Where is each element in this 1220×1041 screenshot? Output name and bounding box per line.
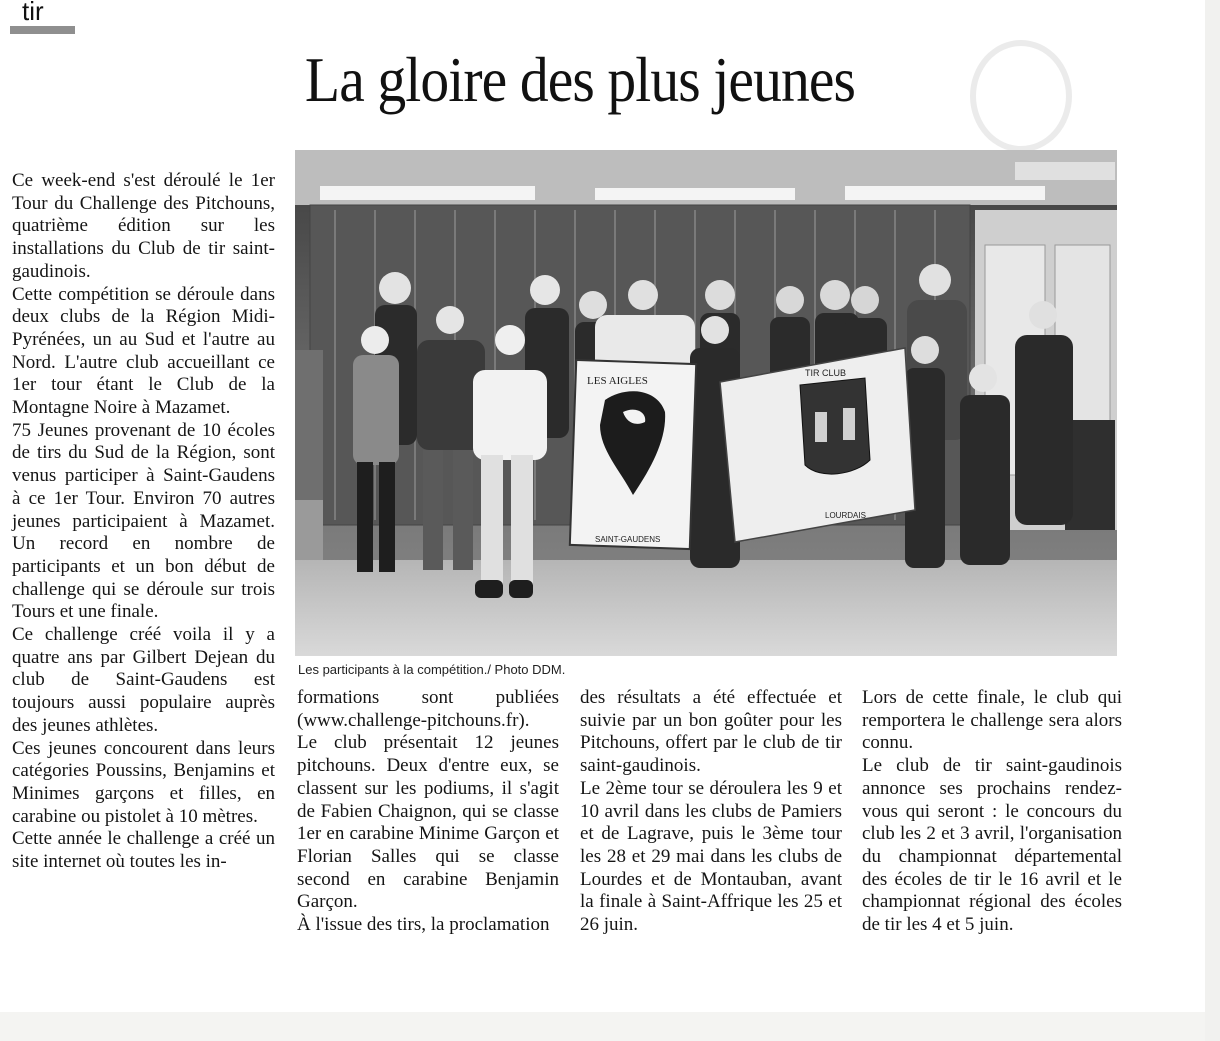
section-rubric bbox=[10, 0, 75, 34]
photo-caption: Les participants à la compétition./ Photo DDM. bbox=[298, 662, 566, 677]
banner-tir-club bbox=[720, 348, 915, 542]
paragraph: Le 2ème tour se déroulera les 9 et 10 avril dans les clubs de Pamiers et de Lagrave, puis le 3ème tour les 28 et 29 mai dans les clubs de Lourdes et de Montauban, avant la finale à Saint-Affrique les 25 et 26 juin. bbox=[580, 777, 842, 936]
photo-illustration bbox=[295, 150, 1117, 656]
banner-left-title: LES AIGLES bbox=[587, 375, 648, 387]
article-column-1 bbox=[12, 170, 275, 874]
paragraph: Cette année le challenge a créé un site internet où toutes les in- bbox=[12, 828, 275, 873]
paragraph: Ce challenge créé voila il y a quatre ans par Gilbert Dejean du club de Saint-Gaudens est toujours aussi populaire auprès des jeunes athlètes. bbox=[12, 624, 275, 736]
paragraph: À l'issue des tirs, la proclamation bbox=[297, 914, 550, 936]
bleed-through-graphic bbox=[930, 30, 1180, 150]
banner-right-footer: LOURDAIS bbox=[825, 511, 866, 520]
paragraph: Lors de cette finale, le club qui remportera le challenge sera alors connu. bbox=[862, 687, 1122, 754]
page-edge bbox=[1205, 0, 1220, 1041]
banner-right-title: TIR CLUB bbox=[805, 368, 847, 378]
rubric-label: tir bbox=[22, 0, 44, 26]
page-bottom-margin bbox=[0, 1012, 1205, 1041]
article-column-2 bbox=[297, 687, 559, 937]
paragraph: Le club de tir saint-gaudinois annonce ses prochains rendez-vous qui seront : le concours du club les 2 et 3 avril, l'organisation du championnat départemental des écoles de tir le 16 avril et le championnat régional des écoles de tir les 4 et 5 juin. bbox=[862, 755, 1122, 936]
banner-left-footer: SAINT-GAUDENS bbox=[595, 535, 661, 544]
group-photo bbox=[295, 150, 1117, 656]
banner-les-aigles bbox=[570, 360, 696, 549]
paragraph: Ce week-end s'est déroulé le 1er Tour du Challenge des Pitchouns, quatrième édition sur les installations du Club de tir saint-gaudinois. bbox=[12, 170, 275, 282]
paragraph: formations sont publiées (www.challenge-pitchouns.fr). bbox=[297, 687, 559, 731]
article-column-4 bbox=[862, 687, 1122, 937]
article-column-3 bbox=[580, 687, 842, 937]
paragraph: Le club présentait 12 jeunes pitchouns. Deux d'entre eux, se classent sur les podiums, il s'agit de Fabien Chaignon, qui se classe 1er en carabine Minime Garçon et Florian Salles qui se classe second en carabine Benjamin Garçon. bbox=[297, 732, 559, 913]
paragraph: des résultats a été effectuée et suivie par un bon goûter pour les Pitchouns, offert par le club de tir saint-gaudinois. bbox=[580, 687, 842, 777]
paragraph: 75 Jeunes provenant de 10 écoles de tirs du Sud de la Région, sont venus participer à Saint-Gaudens à ce 1er Tour. Environ 70 autres jeunes participaient à Mazamet. Un record en nombre de participants et un bon début de challenge qui se déroule sur trois Tours et une finale. bbox=[12, 419, 275, 623]
paragraph: Ces jeunes concourent dans leurs catégories Poussins, Benjamins et Minimes garçons et filles, en carabine ou pistolet à 10 mètres. bbox=[12, 737, 275, 827]
paragraph: Cette compétition se déroule dans deux clubs de la Région Midi-Pyrénées, un au Sud et l'autre au Nord. L'autre club accueillant ce 1er tour étant le Club de la Montagne Noire à Mazamet. bbox=[12, 283, 275, 419]
headline: La gloire des plus jeunes bbox=[304, 44, 856, 115]
